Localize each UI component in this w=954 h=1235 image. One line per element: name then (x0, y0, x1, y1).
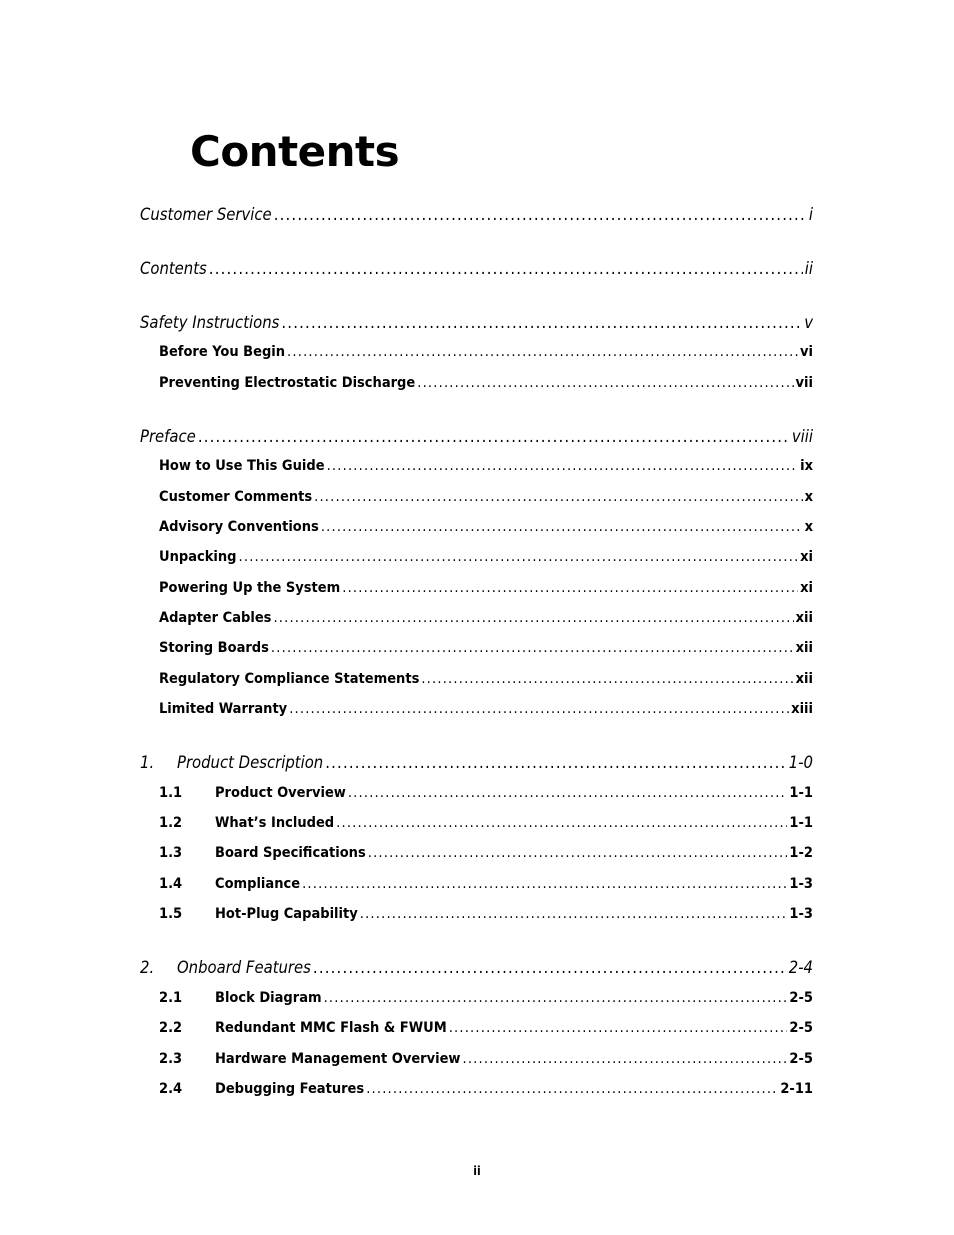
toc-dot-leader (271, 640, 794, 656)
toc-entry-label: Product Overview (215, 785, 346, 801)
toc-chapter-entry[interactable] (140, 958, 813, 984)
toc-entry-label: Compliance (215, 876, 301, 892)
toc-dot-leader (348, 785, 788, 801)
toc-dot-leader (289, 701, 789, 717)
toc-entry-label: Limited Warranty (159, 701, 288, 717)
toc-dot-leader (273, 610, 793, 626)
toc-entry-number: 2. (140, 958, 155, 977)
toc-dot-leader (360, 906, 788, 922)
toc-section-entry[interactable] (159, 1051, 813, 1073)
toc-entry-label: Safety Instructions (140, 313, 280, 332)
toc-entry-page: 1-0 (788, 753, 813, 772)
toc-entry-label: Contents (140, 259, 207, 278)
toc-entry-number: 2.2 (159, 1020, 183, 1036)
toc-entry-label: Adapter Cables (159, 610, 272, 626)
toc-dot-leader (368, 845, 788, 861)
toc-section-entry[interactable] (159, 671, 813, 693)
toc-dot-leader (313, 958, 787, 977)
toc-section-entry[interactable] (159, 845, 813, 867)
toc-dot-leader (274, 205, 807, 224)
toc-entry-label: Advisory Conventions (159, 519, 319, 535)
toc-section-entry[interactable] (159, 815, 813, 837)
toc-section-entry[interactable] (159, 701, 813, 723)
toc-entry-number: 2.4 (159, 1081, 183, 1097)
toc-entry-label: Customer Service (140, 205, 272, 224)
toc-entry-page: 1-3 (789, 876, 813, 892)
toc-entry-label: Preventing Electrostatic Discharge (159, 375, 416, 391)
toc-section-entry[interactable] (159, 375, 813, 397)
toc-section-entry[interactable] (159, 990, 813, 1012)
toc-entry-label: Debugging Features (215, 1081, 365, 1097)
toc-entry-page: 1-3 (789, 906, 813, 922)
toc-dot-leader (314, 489, 802, 505)
toc-entry-page: xi (800, 549, 813, 565)
toc-chapter-entry[interactable] (140, 313, 813, 339)
toc-dot-leader (421, 671, 793, 687)
toc-dot-leader (449, 1020, 788, 1036)
toc-chapter-entry[interactable] (140, 753, 813, 779)
toc-entry-label: Board Specifications (215, 845, 366, 861)
toc-section-entry[interactable] (159, 458, 813, 480)
toc-entry-label: What’s Included (215, 815, 335, 831)
toc-entry-label: Hot-Plug Capability (215, 906, 358, 922)
toc-entry-page: 1-2 (789, 845, 813, 861)
toc-dot-leader (324, 990, 788, 1006)
toc-entry-label: Powering Up the System (159, 580, 341, 596)
toc-chapter-entry[interactable] (140, 259, 813, 285)
toc-entry-page: 2-5 (789, 1051, 813, 1067)
toc-dot-leader (281, 313, 802, 332)
toc-entry-page: x (804, 519, 813, 535)
toc-chapter-entry[interactable] (140, 427, 813, 453)
toc-entry-label: Onboard Features (177, 958, 311, 977)
toc-dot-leader (417, 375, 793, 391)
toc-entry-label: Regulatory Compliance Statements (159, 671, 420, 687)
toc-entry-page: xii (795, 610, 813, 626)
toc-entry-label: Preface (140, 427, 196, 446)
toc-dot-leader (325, 753, 787, 772)
toc-dot-leader (321, 519, 803, 535)
toc-section-entry[interactable] (159, 519, 813, 541)
toc-entry-label: Product Description (177, 753, 324, 772)
toc-dot-leader (287, 344, 798, 360)
toc-entry-number: 2.1 (159, 990, 183, 1006)
toc-dot-leader (463, 1051, 788, 1067)
toc-dot-leader (198, 427, 790, 446)
toc-section-entry[interactable] (159, 549, 813, 571)
toc-entry-page: vii (795, 375, 813, 391)
toc-entry-number: 1. (140, 753, 155, 772)
toc-section-entry[interactable] (159, 489, 813, 511)
toc-dot-leader (239, 549, 799, 565)
toc-entry-page: xi (800, 580, 813, 596)
toc-entry-label: Hardware Management Overview (215, 1051, 461, 1067)
toc-entry-page: v (804, 313, 813, 332)
toc-entry-page: xii (795, 671, 813, 687)
toc-entry-label: Customer Comments (159, 489, 313, 505)
toc-entry-number: 1.4 (159, 876, 183, 892)
toc-dot-leader (209, 259, 803, 278)
toc-dot-leader (327, 458, 799, 474)
toc-entry-page: 1-1 (789, 815, 813, 831)
toc-entry-label: How to Use This Guide (159, 458, 325, 474)
toc-entry-label: Unpacking (159, 549, 237, 565)
toc-section-entry[interactable] (159, 580, 813, 602)
toc-entry-page: vi (800, 344, 813, 360)
toc-dot-leader (366, 1081, 778, 1097)
toc-entry-page: 2-4 (788, 958, 813, 977)
toc-entry-page: 2-11 (780, 1081, 813, 1097)
toc-entry-number: 1.1 (159, 785, 183, 801)
toc-section-entry[interactable] (159, 344, 813, 366)
toc-entry-page: ii (804, 259, 813, 278)
toc-entry-number: 2.3 (159, 1051, 183, 1067)
toc-section-entry[interactable] (159, 610, 813, 632)
toc-entry-label: Before You Begin (159, 344, 286, 360)
toc-entry-number: 1.2 (159, 815, 183, 831)
toc-entry-page: xiii (791, 701, 813, 717)
toc-entry-label: Redundant MMC Flash & FWUM (215, 1020, 447, 1036)
toc-section-entry[interactable] (159, 906, 813, 928)
toc-entry-page: 2-5 (789, 1020, 813, 1036)
page-title: Contents (190, 127, 400, 176)
toc-entry-page: ix (800, 458, 813, 474)
toc-entry-page: i (808, 205, 813, 224)
toc-dot-leader (336, 815, 787, 831)
toc-dot-leader (302, 876, 787, 892)
toc-section-entry[interactable] (159, 876, 813, 898)
toc-entry-number: 1.5 (159, 906, 183, 922)
page-number-footer: ii (473, 1164, 481, 1178)
toc-entry-page: xii (795, 640, 813, 656)
toc-entry-page: 1-1 (789, 785, 813, 801)
toc-section-entry[interactable] (159, 785, 813, 807)
toc-entry-label: Block Diagram (215, 990, 322, 1006)
toc-section-entry[interactable] (159, 1081, 813, 1103)
toc-entry-label: Storing Boards (159, 640, 269, 656)
toc-entry-page: x (804, 489, 813, 505)
toc-dot-leader (342, 580, 798, 596)
toc-section-entry[interactable] (159, 640, 813, 662)
toc-chapter-entry[interactable] (140, 205, 813, 231)
toc-entry-page: 2-5 (789, 990, 813, 1006)
toc-section-entry[interactable] (159, 1020, 813, 1042)
toc-entry-number: 1.3 (159, 845, 183, 861)
toc-entry-page: viii (791, 427, 813, 446)
